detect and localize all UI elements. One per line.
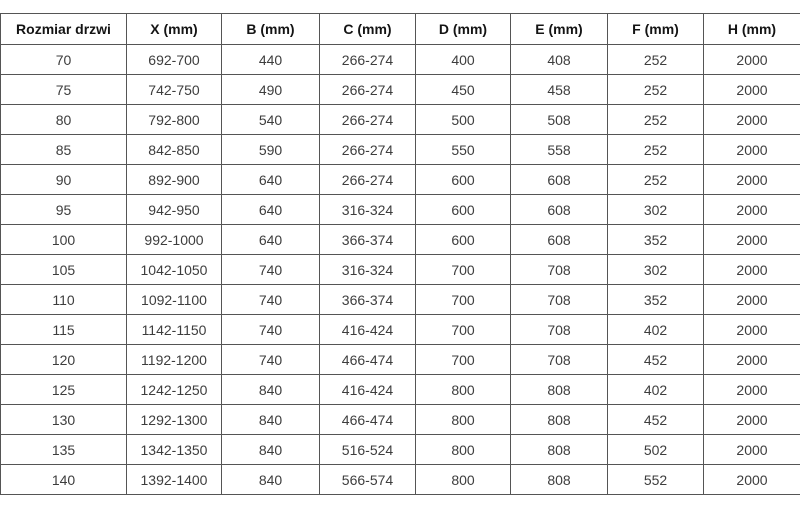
table-row	[1, 315, 800, 345]
table-cell: 800	[416, 465, 511, 495]
table-cell: 842-850	[127, 135, 222, 165]
table-cell: 302	[608, 195, 704, 225]
table-cell: 692-700	[127, 45, 222, 75]
table-cell: 402	[608, 375, 704, 405]
table-cell: 516-524	[320, 435, 416, 465]
table-cell: 1042-1050	[127, 255, 222, 285]
table-cell: 552	[608, 465, 704, 495]
table-cell: 1392-1400	[127, 465, 222, 495]
table-cell: 892-900	[127, 165, 222, 195]
table-cell: 840	[222, 405, 320, 435]
table-cell: 402	[608, 315, 704, 345]
table-cell: 90	[1, 165, 127, 195]
column-header: E (mm)	[511, 14, 608, 45]
table-cell: 600	[416, 225, 511, 255]
table-cell: 140	[1, 465, 127, 495]
table-cell: 352	[608, 285, 704, 315]
table-cell: 640	[222, 195, 320, 225]
table-cell: 2000	[704, 465, 800, 495]
table-cell: 808	[511, 435, 608, 465]
table-cell: 740	[222, 315, 320, 345]
table-cell: 490	[222, 75, 320, 105]
table-row	[1, 375, 800, 405]
table-row	[1, 105, 800, 135]
table-cell: 302	[608, 255, 704, 285]
table-cell: 1092-1100	[127, 285, 222, 315]
table-row	[1, 405, 800, 435]
table-cell: 708	[511, 315, 608, 345]
table-cell: 700	[416, 285, 511, 315]
table-cell: 440	[222, 45, 320, 75]
table-cell: 115	[1, 315, 127, 345]
table-cell: 708	[511, 285, 608, 315]
table-cell: 740	[222, 255, 320, 285]
table-cell: 590	[222, 135, 320, 165]
table-cell: 75	[1, 75, 127, 105]
table-row	[1, 45, 800, 75]
table-cell: 2000	[704, 75, 800, 105]
table-cell: 600	[416, 195, 511, 225]
table-cell: 416-424	[320, 315, 416, 345]
table-row	[1, 75, 800, 105]
table-row	[1, 465, 800, 495]
table-cell: 95	[1, 195, 127, 225]
table-cell: 2000	[704, 225, 800, 255]
table-row	[1, 195, 800, 225]
table-cell: 135	[1, 435, 127, 465]
table-cell: 252	[608, 135, 704, 165]
table-cell: 100	[1, 225, 127, 255]
table-cell: 252	[608, 45, 704, 75]
table-cell: 400	[416, 45, 511, 75]
table-cell: 366-374	[320, 225, 416, 255]
column-header: Rozmiar drzwi	[1, 14, 127, 45]
table-cell: 792-800	[127, 105, 222, 135]
table-cell: 502	[608, 435, 704, 465]
table-cell: 450	[416, 75, 511, 105]
table-cell: 1192-1200	[127, 345, 222, 375]
table-cell: 2000	[704, 165, 800, 195]
table-cell: 800	[416, 435, 511, 465]
table-cell: 708	[511, 345, 608, 375]
table-cell: 105	[1, 255, 127, 285]
table-cell: 316-324	[320, 195, 416, 225]
table-cell: 2000	[704, 255, 800, 285]
table-cell: 466-474	[320, 405, 416, 435]
table-cell: 742-750	[127, 75, 222, 105]
table-row	[1, 345, 800, 375]
table-row	[1, 255, 800, 285]
table-cell: 800	[416, 375, 511, 405]
table-cell: 540	[222, 105, 320, 135]
table-cell: 840	[222, 435, 320, 465]
table-cell: 566-574	[320, 465, 416, 495]
table-row	[1, 135, 800, 165]
column-header: H (mm)	[704, 14, 800, 45]
table-cell: 550	[416, 135, 511, 165]
table-cell: 2000	[704, 405, 800, 435]
table-cell: 708	[511, 255, 608, 285]
table-cell: 992-1000	[127, 225, 222, 255]
table-cell: 608	[511, 165, 608, 195]
table-cell: 800	[416, 405, 511, 435]
table-cell: 2000	[704, 315, 800, 345]
table-cell: 452	[608, 345, 704, 375]
table-cell: 70	[1, 45, 127, 75]
table-cell: 316-324	[320, 255, 416, 285]
table-cell: 266-274	[320, 105, 416, 135]
table-cell: 1342-1350	[127, 435, 222, 465]
table-cell: 640	[222, 165, 320, 195]
table-cell: 252	[608, 75, 704, 105]
table-cell: 700	[416, 345, 511, 375]
table-cell: 942-950	[127, 195, 222, 225]
table-cell: 700	[416, 255, 511, 285]
table-cell: 85	[1, 135, 127, 165]
table-cell: 252	[608, 165, 704, 195]
table-cell: 808	[511, 405, 608, 435]
table-row	[1, 165, 800, 195]
table-cell: 1292-1300	[127, 405, 222, 435]
table-cell: 120	[1, 345, 127, 375]
table-cell: 130	[1, 405, 127, 435]
table-row	[1, 225, 800, 255]
table-cell: 2000	[704, 285, 800, 315]
column-header: X (mm)	[127, 14, 222, 45]
table-row	[1, 285, 800, 315]
door-size-table	[0, 13, 800, 495]
table-cell: 125	[1, 375, 127, 405]
table-cell: 2000	[704, 105, 800, 135]
table-cell: 366-374	[320, 285, 416, 315]
table-cell: 466-474	[320, 345, 416, 375]
table-body	[1, 45, 800, 495]
table-cell: 500	[416, 105, 511, 135]
table-cell: 80	[1, 105, 127, 135]
column-header: C (mm)	[320, 14, 416, 45]
table-cell: 266-274	[320, 165, 416, 195]
table-cell: 840	[222, 465, 320, 495]
table-cell: 352	[608, 225, 704, 255]
table-cell: 408	[511, 45, 608, 75]
table-cell: 266-274	[320, 135, 416, 165]
table-cell: 416-424	[320, 375, 416, 405]
table-row	[1, 435, 800, 465]
table-cell: 110	[1, 285, 127, 315]
table-cell: 508	[511, 105, 608, 135]
column-header: D (mm)	[416, 14, 511, 45]
table-cell: 1242-1250	[127, 375, 222, 405]
table-cell: 740	[222, 345, 320, 375]
table-cell: 452	[608, 405, 704, 435]
table-cell: 2000	[704, 45, 800, 75]
table-cell: 640	[222, 225, 320, 255]
table-cell: 252	[608, 105, 704, 135]
table-cell: 2000	[704, 135, 800, 165]
table-cell: 266-274	[320, 75, 416, 105]
table-cell: 266-274	[320, 45, 416, 75]
table-cell: 2000	[704, 375, 800, 405]
table-cell: 558	[511, 135, 608, 165]
table-cell: 2000	[704, 195, 800, 225]
table-cell: 608	[511, 195, 608, 225]
table-cell: 458	[511, 75, 608, 105]
table-cell: 608	[511, 225, 608, 255]
table-cell: 808	[511, 465, 608, 495]
table-cell: 2000	[704, 435, 800, 465]
table-cell: 740	[222, 285, 320, 315]
column-header: F (mm)	[608, 14, 704, 45]
table-cell: 600	[416, 165, 511, 195]
table-cell: 840	[222, 375, 320, 405]
table-header-row	[1, 14, 800, 45]
table-cell: 2000	[704, 345, 800, 375]
table-cell: 808	[511, 375, 608, 405]
table-cell: 1142-1150	[127, 315, 222, 345]
table-cell: 700	[416, 315, 511, 345]
column-header: B (mm)	[222, 14, 320, 45]
